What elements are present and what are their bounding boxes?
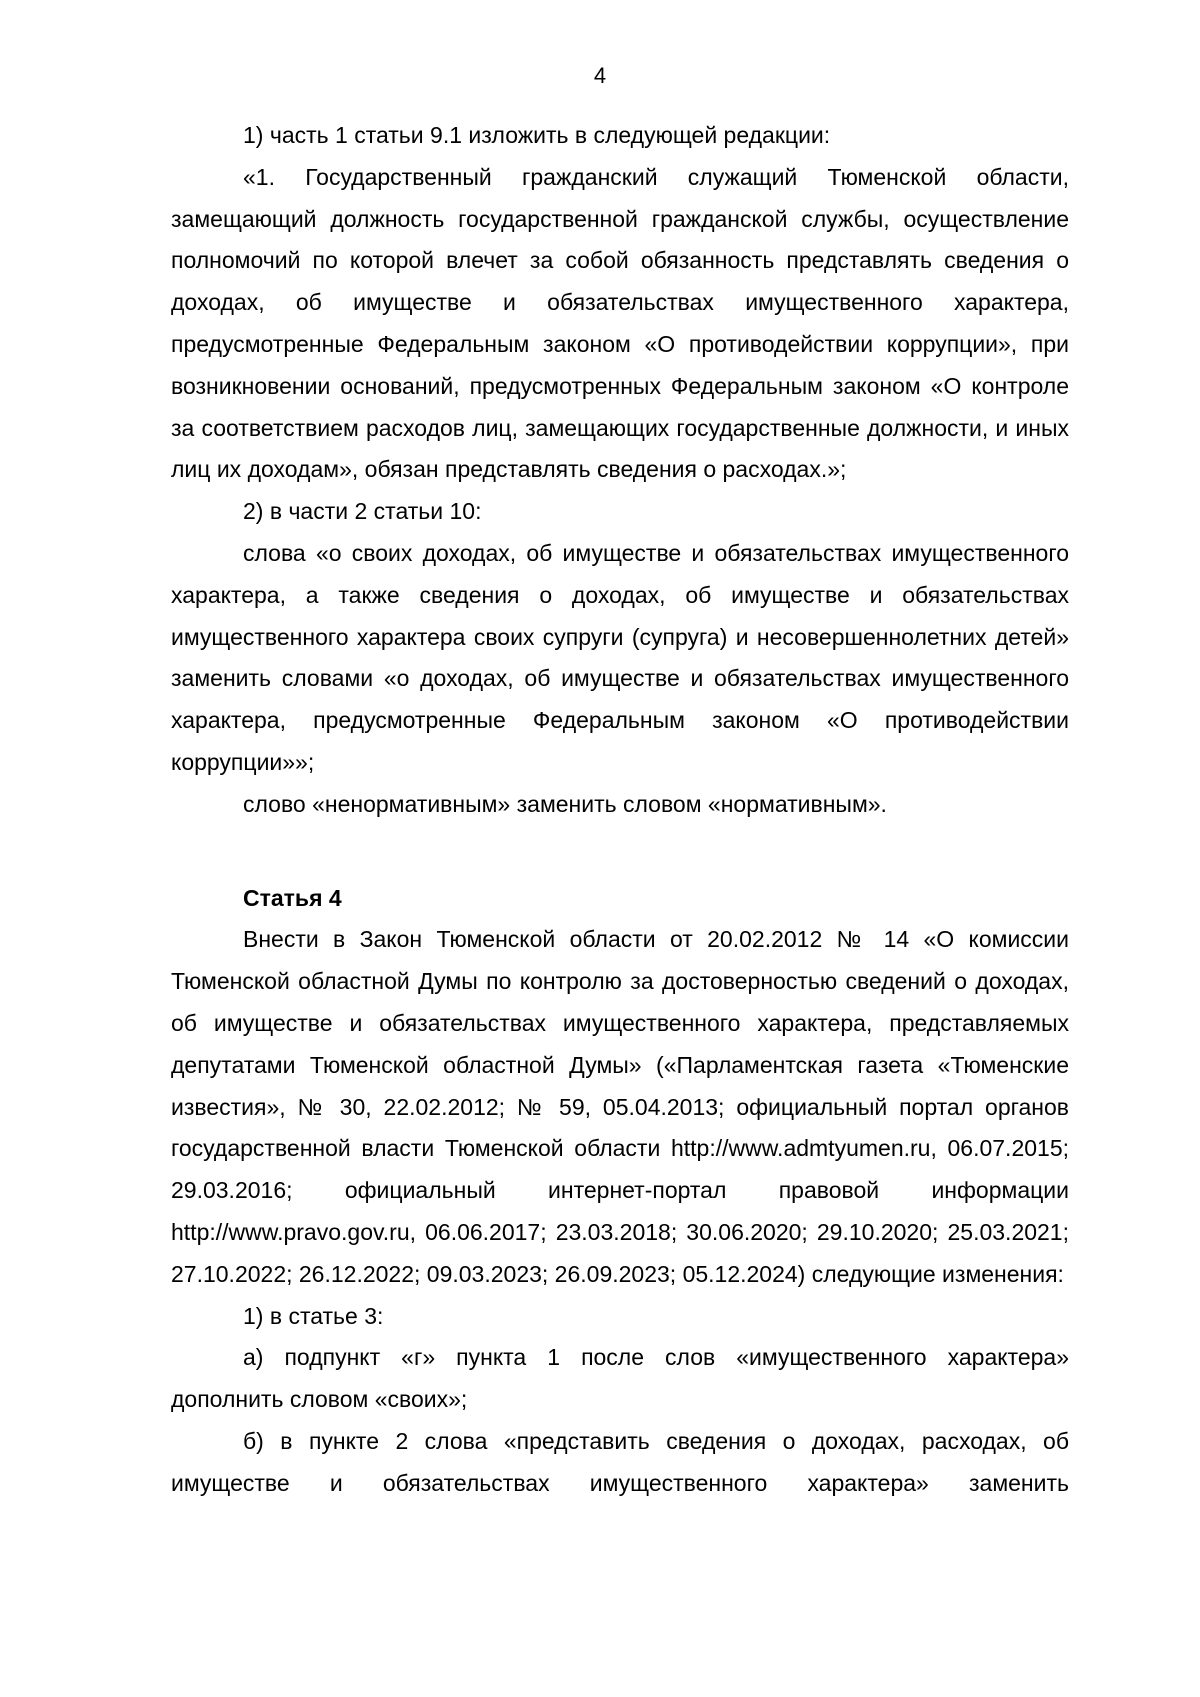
paragraph-amendment-item-1: 1) в статье 3: [243, 1302, 384, 1329]
paragraph-word-replacement: слово «ненормативным» заменить словом «нормативным». [243, 790, 887, 817]
section-gap [171, 826, 1069, 878]
paragraph-quoted-new-text: «1. Государственный гражданский служащий Тюменской области, замещающий должность государственной гражданской службы, осуществление полномочий по которой влечет за собой обязанность представлять сведения о доходах, об имуществе и обязательствах имущественного характера, предусмотренные Федеральным законом «О противодействии коррупции», при возникновении оснований, предусмотренных Федеральным законом «О контроле за соответствием расходов лиц, замещающих государственные должности, и иных лиц их доходам», обязан представлять сведения о расходах.»; [171, 163, 1069, 483]
page-number: 4 [593, 63, 607, 88]
article-heading: Статья 4 [243, 884, 342, 911]
paragraph-words-replacement: слова «о своих доходах, об имуществе и обязательствах имущественного характера, а также сведения о доходах, об имуществе и обязательствах имущественного характера своих супруги (супруга) и несовершеннолетних детей» заменить словами «о доходах, об имуществе и обязательствах имущественного характера, предусмотренные Федеральным законом «О противодействии коррупции»»; [171, 539, 1069, 775]
paragraph-subitem-b: б) в пункте 2 слова «представить сведения о доходах, расходах, об имуществе и обязательствах имущественного характера» заменить [171, 1427, 1069, 1496]
paragraph-law-amendment-intro: Внести в Закон Тюменской области от 20.02.2012 № 14 «О комиссии Тюменской областной Думы по контролю за достоверностью сведений о доходах, об имуществе и обязательствах имущественного характера, представляемых депутатами Тюменской областной Думы» («Парламентская газета «Тюменские известия», № 30, 22.02.2012; № 59, 05.04.2013; официальный портал органов государственной власти Тюменской области http://www.admtyumen.ru, 06.07.2015; 29.03.2016; официальный интернет-портал правовой информации http://www.pravo.gov.ru, 06.06.2017; 23.03.2018; 30.06.2020; 29.10.2020; 25.03.2021; 27.10.2022; 26.12.2022; 09.03.2023; 26.09.2023; 05.12.2024) следующие изменения: [171, 926, 1069, 1287]
paragraph-amendment-2: 2) в части 2 статьи 10: [243, 498, 482, 525]
document-body [171, 115, 1069, 1505]
paragraph-subitem-a: а) подпункт «г» пункта 1 после слов «имущественного характера» дополнить словом «своих»; [171, 1344, 1069, 1413]
paragraph-amendment-1: 1) часть 1 статьи 9.1 изложить в следующей редакции: [243, 122, 831, 148]
